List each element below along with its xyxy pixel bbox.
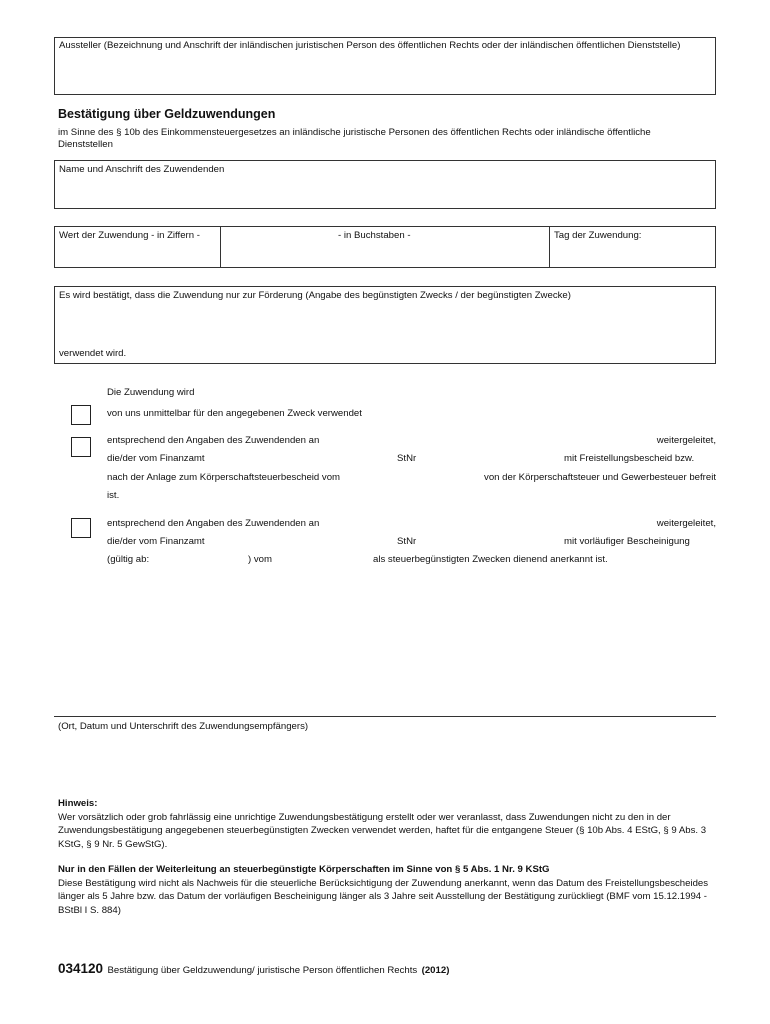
- option3-line2-right: mit vorläufiger Bescheinigung: [564, 536, 690, 547]
- issuer-label: Aussteller (Bezeichnung und Anschrift der inländischen juristischen Person des öffentlichen Rechts oder der inländischen öffentlichen Dienststelle): [59, 40, 681, 51]
- notice-heading-2: Nur in den Fällen der Weiterleitung an steuerbegünstigte Körperschaften im Sinne von § 5 Abs. 1 Nr. 9 KStG: [58, 864, 550, 875]
- page-title: Bestätigung über Geldzuwendungen: [58, 107, 276, 121]
- purpose-box[interactable]: [54, 286, 716, 364]
- option3-line1-left: entsprechend den Angaben des Zuwendenden an: [107, 518, 320, 529]
- option3-line3-left: (gültig ab:: [107, 554, 150, 565]
- donor-box[interactable]: [54, 160, 716, 209]
- option-direct-use-text: von uns unmittelbar für den angegebenen Zweck verwendet: [107, 408, 362, 419]
- signature-label: (Ort, Datum und Unterschrift des Zuwendungsempfängers): [58, 721, 309, 732]
- option2-line3-right: von der Körperschaftsteuer und Gewerbesteuer befreit: [484, 472, 716, 483]
- option2-line1-left: entsprechend den Angaben des Zuwendenden an: [107, 435, 320, 446]
- signature-line[interactable]: [54, 716, 716, 717]
- amount-figures-label: Wert der Zuwendung - in Ziffern -: [59, 230, 200, 241]
- notice-text: Wer vorsätzlich oder grob fahrlässig eine unrichtige Zuwendungsbestätigung erstellt oder wer veranlasst, dass Zuwendungen nicht zu den in der Zuwendungsbestätigung angegebenen steuerbegünstigten Zwecken verwendet werden, haftet für die entgangene Steuer (§ 10b Abs. 4 EStG, § 9 Abs. 3 KStG, § 9 Nr. 5 GewStG).: [58, 812, 707, 850]
- amount-words-label: - in Buchstaben -: [338, 230, 411, 241]
- donor-label: Name und Anschrift des Zuwendenden: [59, 164, 225, 175]
- form-year: (2012): [421, 965, 450, 976]
- option3-line2-mid: StNr: [397, 536, 417, 547]
- purpose-footer: verwendet wird.: [59, 348, 127, 359]
- option2-line3-left: nach der Anlage zum Körperschaftsteuerbescheid vom: [107, 472, 341, 483]
- donation-date-field[interactable]: [549, 226, 716, 268]
- form-footer: [58, 960, 449, 978]
- option-direct-use-checkbox[interactable]: [71, 405, 91, 425]
- option-forwarded-exempt-checkbox[interactable]: [71, 437, 91, 457]
- issuer-box[interactable]: [54, 37, 716, 95]
- amount-words-field[interactable]: [220, 226, 550, 268]
- option-forwarded-provisional-checkbox[interactable]: [71, 518, 91, 538]
- option2-line2-right: mit Freistellungsbescheid bzw.: [564, 453, 695, 464]
- notice-text-2: Diese Bestätigung wird nicht als Nachweis für die steuerliche Berücksichtigung der Zuwendung anerkannt, wenn das Datum des Freistellungsbescheides länger als 5 Jahre bzw. das Datum der vorläufigen Bescheinigung länger als 3 Jahre seit Ausstellung der Bestätigung zurückliegt (BMF vom 15.12.1994 - BStBl I S. 884): [58, 878, 709, 916]
- amount-figures-field[interactable]: [54, 226, 221, 268]
- page-subtitle: im Sinne des § 10b des Einkommensteuergesetzes an inländische juristische Personen des öffentlichen Rechts oder inländische öffentliche Dienststellen: [58, 127, 651, 151]
- option3-line3-mid: ) vom: [248, 554, 272, 565]
- option2-line4: ist.: [107, 490, 120, 501]
- option3-line3-right: als steuerbegünstigten Zwecken dienend anerkannt ist.: [373, 554, 608, 565]
- option2-line2-mid: StNr: [397, 453, 417, 464]
- form-number: 034120: [58, 961, 104, 976]
- form-description: Bestätigung über Geldzuwendung/ juristische Person öffentlichen Rechts: [107, 965, 418, 976]
- usage-intro: Die Zuwendung wird: [107, 387, 195, 398]
- option3-line2-left: die/der vom Finanzamt: [107, 536, 205, 547]
- option3-line1-right: weitergeleitet,: [656, 518, 716, 529]
- option2-line1-right: weitergeleitet,: [656, 435, 716, 446]
- donation-date-label: Tag der Zuwendung:: [554, 230, 642, 241]
- notice-heading: Hinweis:: [58, 798, 98, 809]
- option2-line2-left: die/der vom Finanzamt: [107, 453, 205, 464]
- purpose-label: Es wird bestätigt, dass die Zuwendung nur zur Förderung (Angabe des begünstigten Zwecks / der begünstigten Zwecke): [59, 290, 571, 301]
